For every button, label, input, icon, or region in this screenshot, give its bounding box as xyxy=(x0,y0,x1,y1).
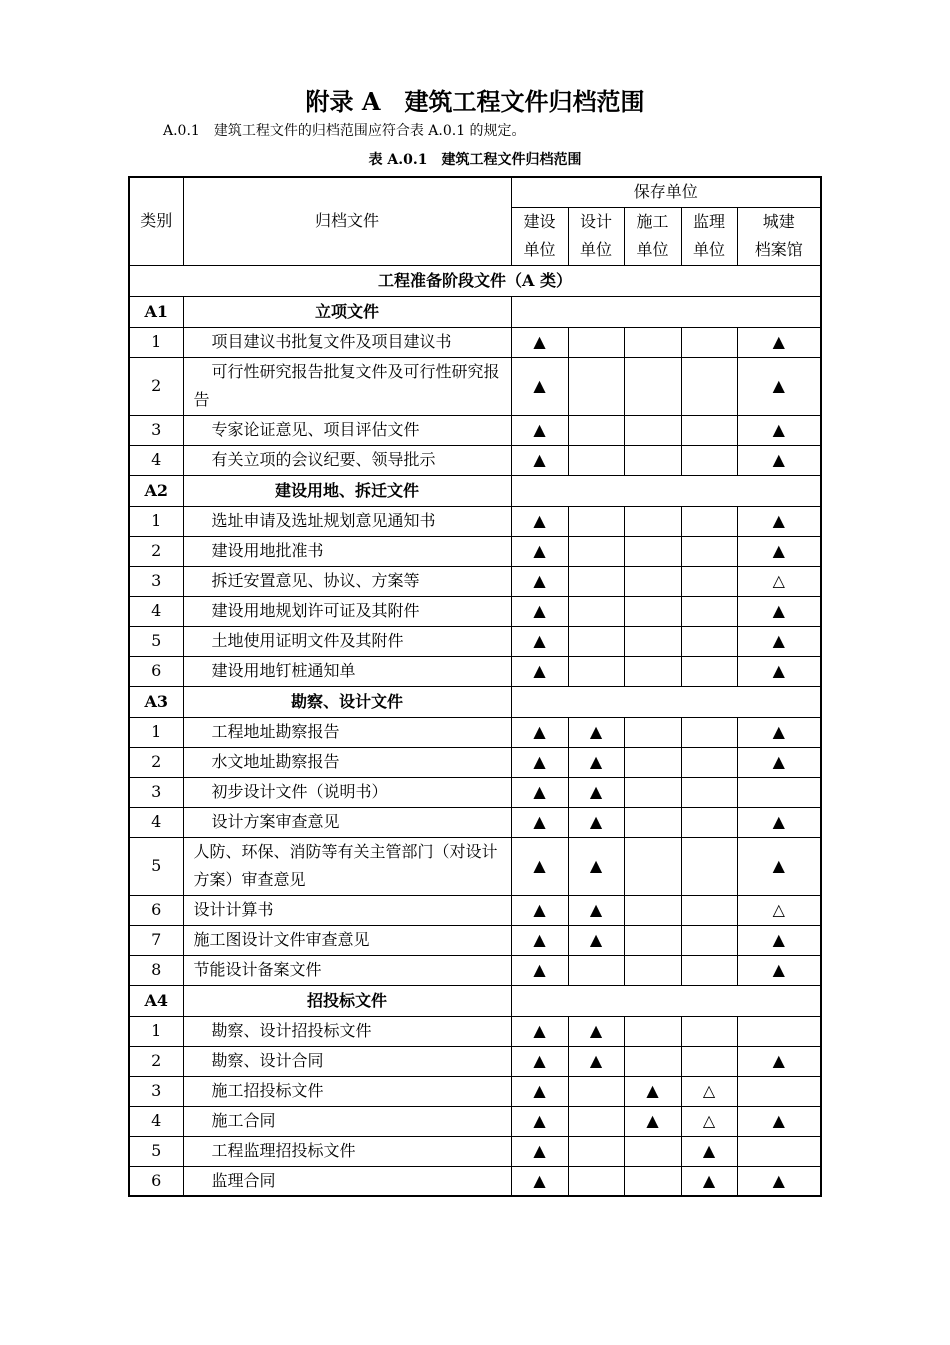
retention-mark xyxy=(681,566,737,596)
row-document-text: 勘察、设计合同 xyxy=(211,1051,324,1070)
row-document xyxy=(183,837,511,895)
retention-mark: ▲ xyxy=(511,1136,568,1166)
row-number: 2 xyxy=(129,536,183,566)
table-row xyxy=(129,925,821,955)
row-document xyxy=(183,626,511,656)
retention-mark: ▲ xyxy=(511,656,568,686)
retention-mark: ▲ xyxy=(511,807,568,837)
row-number: 3 xyxy=(129,566,183,596)
retention-mark xyxy=(568,626,624,656)
retention-mark: ▲ xyxy=(568,777,624,807)
retention-mark: ▲ xyxy=(681,1166,737,1196)
retention-mark xyxy=(681,1016,737,1046)
group-title: 招投标文件 xyxy=(183,985,511,1016)
retention-mark xyxy=(624,626,681,656)
retention-mark xyxy=(568,415,624,445)
intro-paragraph: A.0.1 建筑工程文件的归档范围应符合表 A.0.1 的规定。 xyxy=(163,123,526,139)
group-blank-cell xyxy=(511,296,821,327)
row-document xyxy=(183,717,511,747)
group-row xyxy=(129,686,821,717)
row-document-text: 建设用地批准书 xyxy=(211,541,324,560)
row-document-text: 施工图设计文件审查意见 xyxy=(193,930,370,949)
table-row xyxy=(129,445,821,475)
retention-mark xyxy=(624,895,681,925)
retention-mark: △ xyxy=(681,1106,737,1136)
retention-mark xyxy=(737,1016,821,1046)
row-number: 1 xyxy=(129,717,183,747)
retention-mark xyxy=(624,357,681,415)
row-document xyxy=(183,1166,511,1196)
table-row xyxy=(129,415,821,445)
retention-mark: ▲ xyxy=(511,1046,568,1076)
retention-mark xyxy=(568,1076,624,1106)
retention-mark: ▲ xyxy=(737,747,821,777)
group-code: A4 xyxy=(129,985,183,1016)
retention-mark xyxy=(681,955,737,985)
row-document xyxy=(183,777,511,807)
row-document-text: 水文地址勘察报告 xyxy=(211,752,340,771)
retention-mark xyxy=(624,415,681,445)
row-document xyxy=(183,415,511,445)
table-row xyxy=(129,536,821,566)
row-number: 3 xyxy=(129,777,183,807)
retention-mark: ▲ xyxy=(511,415,568,445)
retention-mark: ▲ xyxy=(737,1046,821,1076)
row-document-text: 拆迁安置意见、协议、方案等 xyxy=(211,571,420,590)
row-document xyxy=(183,327,511,357)
retention-mark xyxy=(624,327,681,357)
table-row xyxy=(129,1076,821,1106)
row-number: 4 xyxy=(129,445,183,475)
table-row xyxy=(129,327,821,357)
table-row xyxy=(129,955,821,985)
header-unit-line1: 建设 xyxy=(511,207,568,236)
retention-mark xyxy=(681,327,737,357)
table-caption: 表 A.0.1 建筑工程文件归档范围 xyxy=(368,152,582,168)
row-document xyxy=(183,656,511,686)
retention-mark xyxy=(681,506,737,536)
retention-mark: ▲ xyxy=(737,445,821,475)
group-title: 建设用地、拆迁文件 xyxy=(183,475,511,506)
row-document-text: 建设用地钉桩通知单 xyxy=(211,661,356,680)
table-row xyxy=(129,717,821,747)
retention-mark xyxy=(681,445,737,475)
group-row xyxy=(129,985,821,1016)
retention-mark: ▲ xyxy=(624,1106,681,1136)
row-number: 6 xyxy=(129,1166,183,1196)
retention-mark xyxy=(624,1166,681,1196)
retention-mark: ▲ xyxy=(511,837,568,895)
retention-mark: ▲ xyxy=(737,1166,821,1196)
row-number: 4 xyxy=(129,1106,183,1136)
table-row xyxy=(129,626,821,656)
row-document-text: 可行性研究报告批复文件及可行性研究报告 xyxy=(193,362,500,409)
retention-mark xyxy=(624,837,681,895)
row-document-text: 设计方案审查意见 xyxy=(211,812,340,831)
retention-mark: ▲ xyxy=(511,327,568,357)
retention-mark: ▲ xyxy=(737,626,821,656)
table-row xyxy=(129,895,821,925)
group-blank-cell xyxy=(511,686,821,717)
retention-mark xyxy=(681,626,737,656)
retention-mark: ▲ xyxy=(737,357,821,415)
retention-mark: ▲ xyxy=(681,1136,737,1166)
retention-mark xyxy=(681,1046,737,1076)
retention-mark xyxy=(624,656,681,686)
retention-mark: ▲ xyxy=(511,1076,568,1106)
row-document xyxy=(183,445,511,475)
header-unit-line2: 档案馆 xyxy=(737,236,821,265)
retention-mark: △ xyxy=(681,1076,737,1106)
row-document xyxy=(183,925,511,955)
retention-mark xyxy=(568,506,624,536)
retention-mark xyxy=(681,925,737,955)
retention-mark: ▲ xyxy=(511,1106,568,1136)
row-number: 1 xyxy=(129,327,183,357)
retention-mark xyxy=(624,536,681,566)
retention-mark xyxy=(681,747,737,777)
header-unit-line1: 施工 xyxy=(624,207,681,236)
retention-mark xyxy=(624,777,681,807)
row-document-text: 施工招投标文件 xyxy=(211,1081,324,1100)
row-document xyxy=(183,807,511,837)
row-number: 1 xyxy=(129,506,183,536)
header-unit-line1: 监理 xyxy=(681,207,737,236)
group-blank-cell xyxy=(511,985,821,1016)
header-unit-line2: 单位 xyxy=(511,236,568,265)
group-code: A1 xyxy=(129,296,183,327)
retention-mark: ▲ xyxy=(737,925,821,955)
retention-mark: ▲ xyxy=(568,1016,624,1046)
table-row xyxy=(129,357,821,415)
retention-mark: ▲ xyxy=(511,626,568,656)
table-row xyxy=(129,807,821,837)
row-document-text: 施工合同 xyxy=(211,1111,276,1130)
row-document-text: 勘察、设计招投标文件 xyxy=(211,1021,372,1040)
retention-mark xyxy=(624,566,681,596)
header-unit-line1: 城建 xyxy=(737,207,821,236)
retention-mark: ▲ xyxy=(511,747,568,777)
header-unit-line2: 单位 xyxy=(568,236,624,265)
retention-mark: ▲ xyxy=(737,717,821,747)
retention-mark: ▲ xyxy=(737,1106,821,1136)
table-row xyxy=(129,747,821,777)
retention-mark xyxy=(624,445,681,475)
row-document xyxy=(183,1106,511,1136)
row-number: 2 xyxy=(129,1046,183,1076)
retention-mark xyxy=(681,777,737,807)
row-number: 5 xyxy=(129,837,183,895)
retention-mark: ▲ xyxy=(737,807,821,837)
row-number: 5 xyxy=(129,1136,183,1166)
retention-mark xyxy=(568,1136,624,1166)
row-number: 6 xyxy=(129,895,183,925)
retention-mark xyxy=(568,596,624,626)
retention-mark: ▲ xyxy=(511,717,568,747)
retention-mark xyxy=(681,717,737,747)
retention-mark: ▲ xyxy=(511,596,568,626)
retention-mark xyxy=(624,1136,681,1166)
retention-mark: ▲ xyxy=(568,717,624,747)
retention-mark xyxy=(681,415,737,445)
row-document xyxy=(183,566,511,596)
retention-mark xyxy=(568,566,624,596)
retention-mark xyxy=(624,955,681,985)
row-document-text: 建设用地规划许可证及其附件 xyxy=(211,601,420,620)
retention-mark: ▲ xyxy=(624,1076,681,1106)
retention-mark: △ xyxy=(737,895,821,925)
retention-mark xyxy=(568,1106,624,1136)
group-code: A2 xyxy=(129,475,183,506)
row-document xyxy=(183,747,511,777)
header-document: 归档文件 xyxy=(183,177,511,265)
retention-mark: ▲ xyxy=(511,357,568,415)
row-document-text: 选址申请及选址规划意见通知书 xyxy=(211,511,436,530)
group-blank-cell xyxy=(511,475,821,506)
row-number: 8 xyxy=(129,955,183,985)
retention-mark xyxy=(681,807,737,837)
table-row xyxy=(129,1166,821,1196)
row-number: 4 xyxy=(129,807,183,837)
archive-scope-table xyxy=(128,176,822,1197)
retention-mark: ▲ xyxy=(568,1046,624,1076)
retention-mark: ▲ xyxy=(511,536,568,566)
page-title: 附录 A 建筑工程文件归档范围 xyxy=(305,87,645,116)
header-unit-line1: 设计 xyxy=(568,207,624,236)
row-number: 3 xyxy=(129,1076,183,1106)
retention-mark xyxy=(624,925,681,955)
retention-mark xyxy=(681,837,737,895)
header-unit-line2: 单位 xyxy=(624,236,681,265)
retention-mark xyxy=(737,1136,821,1166)
retention-mark: ▲ xyxy=(511,445,568,475)
retention-mark xyxy=(681,895,737,925)
retention-mark xyxy=(681,536,737,566)
retention-mark: ▲ xyxy=(511,895,568,925)
row-document xyxy=(183,1136,511,1166)
retention-mark xyxy=(624,1046,681,1076)
retention-mark: ▲ xyxy=(737,656,821,686)
table-row xyxy=(129,656,821,686)
row-document-text: 人防、环保、消防等有关主管部门（对设计方案）审查意见 xyxy=(193,842,498,889)
header-storage-units: 保存单位 xyxy=(511,177,821,207)
row-document-text: 项目建议书批复文件及项目建议书 xyxy=(211,332,452,351)
retention-mark: ▲ xyxy=(737,506,821,536)
row-number: 7 xyxy=(129,925,183,955)
table-row xyxy=(129,506,821,536)
retention-mark: ▲ xyxy=(568,895,624,925)
retention-mark: ▲ xyxy=(737,536,821,566)
table-row xyxy=(129,837,821,895)
row-document-text: 有关立项的会议纪要、领导批示 xyxy=(211,450,436,469)
retention-mark xyxy=(568,656,624,686)
row-document xyxy=(183,1016,511,1046)
group-title: 立项文件 xyxy=(183,296,511,327)
row-number: 3 xyxy=(129,415,183,445)
retention-mark: ▲ xyxy=(568,747,624,777)
table-row xyxy=(129,1136,821,1166)
retention-mark xyxy=(624,747,681,777)
row-number: 6 xyxy=(129,656,183,686)
retention-mark: ▲ xyxy=(568,925,624,955)
retention-mark xyxy=(568,955,624,985)
row-number: 4 xyxy=(129,596,183,626)
row-document-text: 初步设计文件（说明书） xyxy=(211,782,388,801)
row-number: 2 xyxy=(129,747,183,777)
retention-mark: ▲ xyxy=(511,955,568,985)
row-document xyxy=(183,1046,511,1076)
table-row xyxy=(129,596,821,626)
table-row xyxy=(129,566,821,596)
retention-mark xyxy=(681,656,737,686)
row-document xyxy=(183,357,511,415)
group-title: 勘察、设计文件 xyxy=(183,686,511,717)
row-number: 2 xyxy=(129,357,183,415)
retention-mark: ▲ xyxy=(511,925,568,955)
group-row xyxy=(129,296,821,327)
retention-mark xyxy=(568,357,624,415)
table-row xyxy=(129,777,821,807)
retention-mark: △ xyxy=(737,566,821,596)
row-number: 5 xyxy=(129,626,183,656)
retention-mark: ▲ xyxy=(568,837,624,895)
row-document xyxy=(183,955,511,985)
section-row xyxy=(129,265,821,296)
retention-mark xyxy=(624,807,681,837)
row-document-text: 工程地址勘察报告 xyxy=(211,722,340,741)
retention-mark: ▲ xyxy=(511,1166,568,1196)
row-document xyxy=(183,895,511,925)
header-unit-line2: 单位 xyxy=(681,236,737,265)
row-document-text: 设计计算书 xyxy=(193,900,274,919)
retention-mark: ▲ xyxy=(737,327,821,357)
retention-mark xyxy=(681,357,737,415)
retention-mark xyxy=(568,445,624,475)
retention-mark xyxy=(681,596,737,626)
row-document xyxy=(183,506,511,536)
retention-mark: ▲ xyxy=(737,955,821,985)
retention-mark xyxy=(624,717,681,747)
retention-mark xyxy=(568,327,624,357)
row-document-text: 工程监理招投标文件 xyxy=(211,1141,356,1160)
retention-mark: ▲ xyxy=(511,506,568,536)
retention-mark xyxy=(624,596,681,626)
retention-mark xyxy=(737,777,821,807)
row-document xyxy=(183,1076,511,1106)
retention-mark: ▲ xyxy=(511,1016,568,1046)
retention-mark xyxy=(624,1016,681,1046)
retention-mark xyxy=(737,1076,821,1106)
header-row xyxy=(129,177,821,207)
row-document-text: 土地使用证明文件及其附件 xyxy=(211,631,404,650)
row-number: 1 xyxy=(129,1016,183,1046)
row-document xyxy=(183,536,511,566)
retention-mark: ▲ xyxy=(511,777,568,807)
row-document-text: 节能设计备案文件 xyxy=(193,960,322,979)
retention-mark: ▲ xyxy=(737,837,821,895)
row-document-text: 监理合同 xyxy=(211,1170,276,1190)
retention-mark: ▲ xyxy=(737,596,821,626)
row-document xyxy=(183,596,511,626)
retention-mark xyxy=(568,536,624,566)
group-row xyxy=(129,475,821,506)
retention-mark: ▲ xyxy=(568,807,624,837)
table-row xyxy=(129,1016,821,1046)
table-row xyxy=(129,1106,821,1136)
retention-mark xyxy=(568,1166,624,1196)
retention-mark: ▲ xyxy=(737,415,821,445)
retention-mark xyxy=(624,506,681,536)
group-code: A3 xyxy=(129,686,183,717)
table-row xyxy=(129,1046,821,1076)
section-title: 工程准备阶段文件（A 类） xyxy=(129,265,821,296)
row-document-text: 专家论证意见、项目评估文件 xyxy=(211,420,420,439)
retention-mark: ▲ xyxy=(511,566,568,596)
header-category: 类别 xyxy=(129,177,183,265)
